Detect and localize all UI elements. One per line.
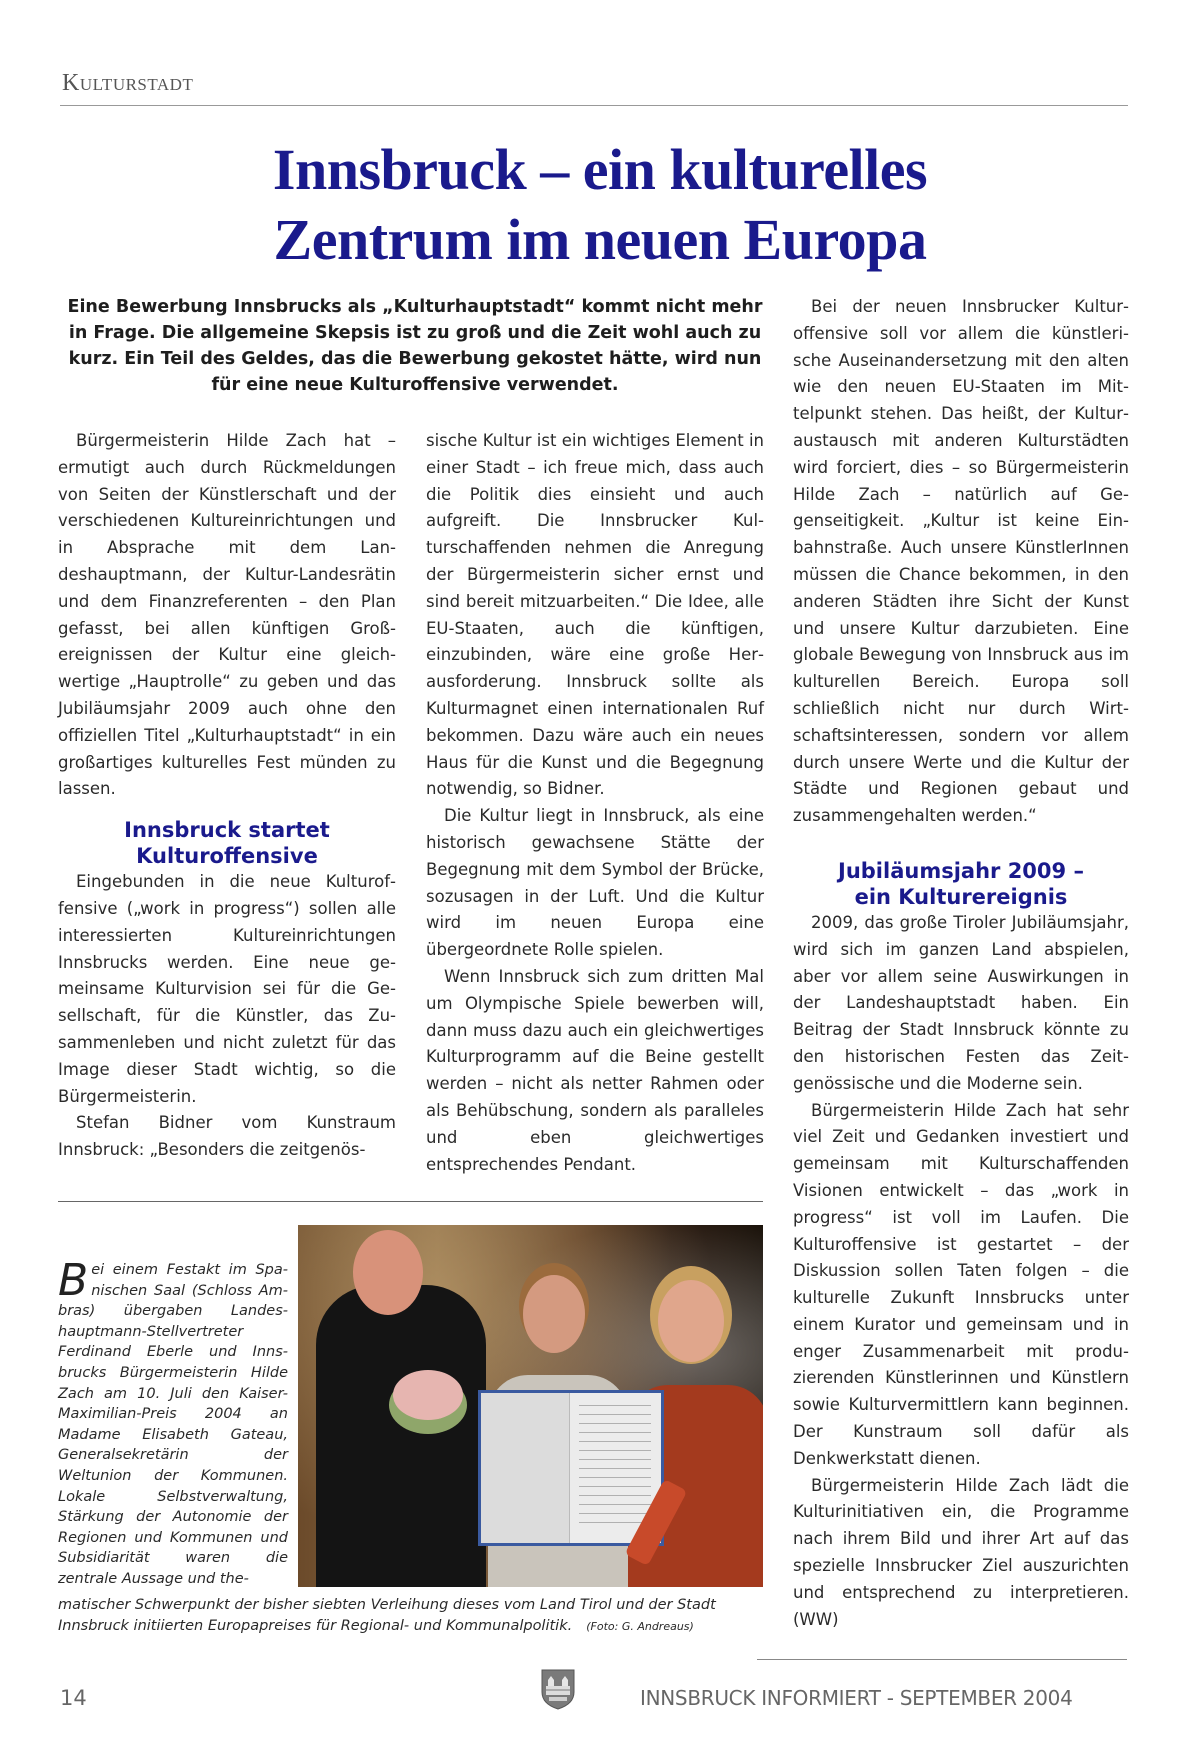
caption-dropcap: B <box>58 1255 89 1306</box>
section-label: Kulturstadt <box>62 70 194 96</box>
photo-person-man <box>316 1285 486 1587</box>
page-number: 14 <box>60 1686 87 1710</box>
subhead-jubilaeumsjahr <box>793 858 1129 910</box>
subhead-line-1: Jubiläumsjahr 2009 – <box>838 858 1084 883</box>
caption-tail-text: matischer Schwerpunkt der bisher siebten Verleihung dieses vom Land Tirol und der Stadt Innsbruck initiierten Europapreises für Regional- und Kommunalpolitik. <box>58 1597 716 1634</box>
award-ceremony-photo <box>298 1225 763 1587</box>
title-line-1: Innsbruck – ein kulturelles <box>272 137 928 202</box>
photo-caption-continued <box>58 1595 763 1637</box>
caption-text: ei einem Festakt im Spanischen Saal (Schloss Ambras) übergaben Landeshauptmann-Stellvertreter Ferdinand Eberle und Innsbrucks Bürgermeisterin Hilde Zach am 10. Juli den Kaiser-Maximilian-Preis 2004 an Madame Elisabeth Gateau, Generalsekretärin der Weltunion der Kommunen. Lokale Selbstverwaltung, Stärkung der Autonomie der Regionen und Kommunen und Subsidiarität waren die zentrale Aussage und the- <box>58 1262 288 1587</box>
column-3 <box>793 294 1129 1633</box>
lead-paragraph: Eine Bewerbung Innsbrucks als „Kulturhauptstadt“ kommt nicht mehr in Frage. Die allgemeine Skepsis ist zu groß und die Zeit wohl auch zu kurz. Ein Teil des Geldes, das die Bewerbung gekostet hätte, wird nun für eine neue Kulturoffensive verwendet. <box>67 297 763 395</box>
col3-paragraph-4: Bürgermeisterin Hilde Zach lädt die Kulturinitiativen ein, die Programme nach ihrem Bild und ihrer Art auf das spezielle Innsbrucker Ziel auszurichten und entsprechend zu interpretieren. (WW) <box>793 1475 1129 1629</box>
certificate-text <box>579 1405 651 1525</box>
certificate-cover <box>481 1393 570 1543</box>
bouquet-icon <box>393 1370 463 1420</box>
col1-paragraph-2: Eingebunden in die neue Kulturoffensive („work in progress“) sollen alle interessierten Kultureinrichtungen Innsbrucks werden. Eine neue gemeinsame Kulturvision sei für die Gesellschaft, für die Künstler, das Zusammenleben und nicht zuletzt für das Image dieser Stadt wichtig, so die Bürgermeisterin. <box>58 872 396 1106</box>
subhead-line-2: ein Kulturereignis <box>854 884 1068 909</box>
photo-divider <box>58 1201 763 1202</box>
column-2 <box>426 428 764 1178</box>
col3-paragraph-2: 2009, das große Tiroler Jubiläumsjahr, wird sich im ganzen Land abspielen, aber vor allem seine Auswirkungen in der Landeshauptstadt haben. Ein Beitrag der Stadt Innsbruck könnte zu den historischen Festen das Zeitgenössische und die Moderne sein. <box>793 912 1129 1093</box>
col3-paragraph-1: Bei der neuen Innsbrucker Kulturoffensive soll vor allem die künstlerische Auseinandersetzung mit den alten wie den neuen EU-Staaten im Mittelpunkt stehen. Das heißt, der Kulturaustausch mit anderen Kulturstädten wird forciert, dies – so Bürgermeisterin Hilde Zach – natürlich auf Gegenseitigkeit. „Kultur ist keine Einbahnstraße. Auch unsere KünstlerInnen müssen die Chance bekommen, in den anderen Städten ihre Sicht der Kunst und unsere Kultur darzubieten. Eine globale Bewegung von Innsbruck aus im kulturellen Bereich. Europa soll schließlich nicht nur durch Wirtschaftsinteressen, sondern vor allem durch unsere Werte und die Kultur der Städte und Regionen gebaut und zusammengehalten werden.“ <box>793 297 1129 826</box>
footer-divider <box>757 1659 1127 1660</box>
col1-paragraph-3: Stefan Bidner vom Kunstraum Innsbruck: „Besonders die zeitgenös- <box>58 1113 396 1160</box>
subhead-kulturoffensive <box>58 817 396 869</box>
photo-head-center <box>523 1275 585 1353</box>
publication-title: INNSBRUCK INFORMIERT - SEPTEMBER 2004 <box>640 1686 1073 1710</box>
certificate <box>478 1390 664 1546</box>
photo-head-right <box>658 1280 724 1362</box>
column-1 <box>58 428 396 1164</box>
subhead-line-1: Innsbruck startet <box>124 818 330 843</box>
header-divider <box>60 105 1128 106</box>
innsbruck-crest-icon <box>540 1668 576 1710</box>
col2-paragraph-3: Wenn Innsbruck sich zum dritten Mal um Olympische Spiele bewerben will, dann muss dazu auch ein gleichwertiges Kulturprogramm auf die Beine gestellt werden – nicht als netter Rahmen oder als Behübschung, sondern als paralleles und eben gleichwertiges entsprechendes Pendant. <box>426 966 764 1174</box>
article-title <box>100 135 1100 275</box>
photo-credit: (Foto: G. Andreaus) <box>586 1619 694 1633</box>
col2-paragraph-1: sische Kultur ist ein wichtiges Element in einer Stadt – ich freue mich, dass auch die Politik dies einsieht und auch aufgreift. Die Innsbrucker Kulturschaffenden nehmen die Anregung der Bürgermeisterin sicher ernst und sind bereit mitzuarbeiten.“ Die Idee, alle EU-Staaten, auch die künftigen, einzubinden, wäre eine große Herausforderung. Innsbruck sollte als Kulturmagnet einen internationalen Ruf bekommen. Dazu wäre auch ein neues Haus für die Kunst und die Begegnung notwendig, so Bidner. <box>426 431 764 799</box>
col3-paragraph-3: Bürgermeisterin Hilde Zach hat sehr viel Zeit und Gedanken investiert und gemeinsam mit Kulturschaffenden Visionen entwickelt – das „work in progress“ ist voll im Laufen. Die Kulturoffensive ist gestartet – der Diskussion sollen Taten folgen – die kulturelle Zukunft Innsbrucks unter einem Kurator und gemeinsam und in enger Zusammenarbeit mit produzierenden Künstlerinnen und Künstlern sowie Kulturvermittlern kann beginnen. Der Kunstraum soll dafür als Denkwerkstatt dienen. <box>793 1100 1129 1468</box>
col1-paragraph-1: Bürgermeisterin Hilde Zach hat – ermutigt auch durch Rückmeldungen von Seiten der Künstlerschaft und der verschiedenen Kultureinrichtungen und in Absprache mit dem Landeshauptmann, der Kultur-Landesrätin und dem Finanzreferenten – den Plan gefasst, bei allen künftigen Großereignissen der Kultur eine gleichwertige „Hauptrolle“ zu geben und das Jubiläumsjahr 2009 auch ohne den offiziellen Titel „Kulturhauptstadt“ in ein großartiges kulturelles Fest münden zu lassen. <box>58 431 396 799</box>
photo-caption <box>58 1255 288 1590</box>
photo-head-man <box>353 1230 423 1315</box>
title-line-2: Zentrum im neuen Europa <box>273 207 927 272</box>
subhead-line-2: Kulturoffensive <box>136 844 318 869</box>
col2-paragraph-2: Die Kultur liegt in Innsbruck, als eine historisch gewachsene Stätte der Begegnung mit dem Symbol der Brücke, sozusagen in der Luft. Und die Kultur wird im neuen Europa eine übergeordnete Rolle spielen. <box>426 806 764 960</box>
